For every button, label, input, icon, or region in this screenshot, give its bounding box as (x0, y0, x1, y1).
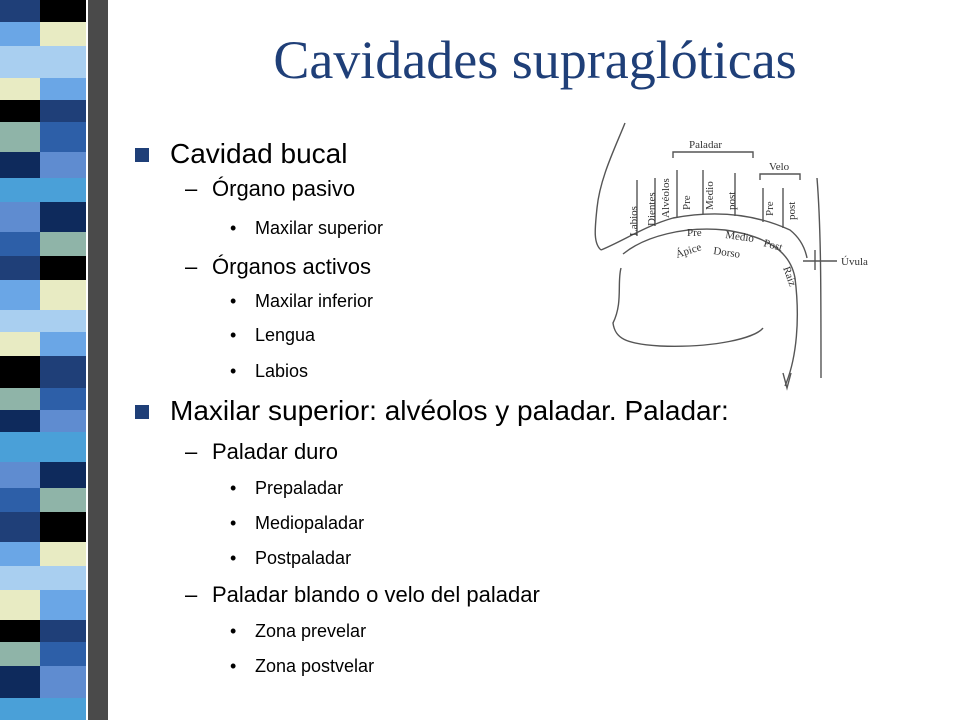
subitem-maxilar-superior: Maxilar superior (255, 218, 384, 238)
diagram-label-raiz: Raíz (780, 264, 799, 288)
item-paladar-duro: Paladar duro (212, 439, 338, 464)
diagram-label-apice: Ápice (674, 241, 703, 261)
bullet-dot-icon: • (230, 478, 237, 498)
bullet-dot-icon: • (230, 218, 237, 238)
diagram-label-post-upper: post (726, 191, 738, 210)
diagram-label-post-velo: post (786, 201, 798, 220)
subitem-mediopaladar: Mediopaladar (255, 513, 365, 533)
diagram-label-medio-upper: Medio (704, 181, 716, 210)
subitem-labios: Labios (255, 361, 309, 381)
diagram-label-uvula: Úvula (841, 256, 868, 268)
subitem-postpaladar: Postpaladar (255, 548, 352, 568)
subitem-lengua: Lengua (255, 325, 316, 345)
dash-icon: – (185, 439, 198, 464)
slide-title: Cavidades supraglóticas (273, 30, 797, 90)
decorative-strip (0, 0, 108, 720)
bullet-square-icon (135, 148, 149, 162)
bullet-square-icon (135, 405, 149, 419)
dash-icon: – (185, 582, 198, 607)
mouth-cavity-diagram (585, 118, 890, 393)
diagram-label-labios: Labios (628, 206, 640, 236)
subitem-prepaladar: Prepaladar (255, 478, 344, 498)
bullet-dot-icon: • (230, 291, 237, 311)
diagram-label-pre-velo: Pre (764, 201, 776, 216)
subitem-zona-prevelar: Zona prevelar (255, 621, 367, 641)
diagram-label-pre-upper: Pre (681, 195, 693, 210)
dash-icon: – (185, 254, 198, 279)
diagram-label-post-lower: Post (762, 237, 784, 254)
diagram-label-dientes: Dientes (646, 192, 658, 226)
bullet-dot-icon: • (230, 513, 237, 533)
item-paladar-blando: Paladar blando o velo del paladar (212, 582, 540, 607)
diagram-label-pre-lower: Pre (687, 227, 702, 239)
dash-icon: – (185, 176, 198, 201)
section-heading-maxilar-superior: Maxilar superior: alvéolos y paladar. Paladar: (170, 395, 729, 426)
diagram-label-alveolos: Alvéolos (660, 178, 672, 218)
bullet-dot-icon: • (230, 621, 237, 641)
item-organos-activos: Órganos activos (212, 254, 371, 279)
bullet-dot-icon: • (230, 656, 237, 676)
bullet-dot-icon: • (230, 325, 237, 345)
subitem-zona-postvelar: Zona postvelar (255, 656, 375, 676)
section-heading-cavidad-bucal: Cavidad bucal (170, 138, 348, 169)
subitem-maxilar-inferior: Maxilar inferior (255, 291, 374, 311)
diagram-label-medio-lower: Medio (724, 229, 755, 245)
diagram-label-dorso: Dorso (712, 245, 741, 261)
diagram-label-paladar: Paladar (689, 139, 722, 151)
bullet-dot-icon: • (230, 361, 237, 381)
diagram-label-velo: Velo (769, 161, 790, 173)
bullet-dot-icon: • (230, 548, 237, 568)
item-organo-pasivo: Órgano pasivo (212, 176, 356, 201)
